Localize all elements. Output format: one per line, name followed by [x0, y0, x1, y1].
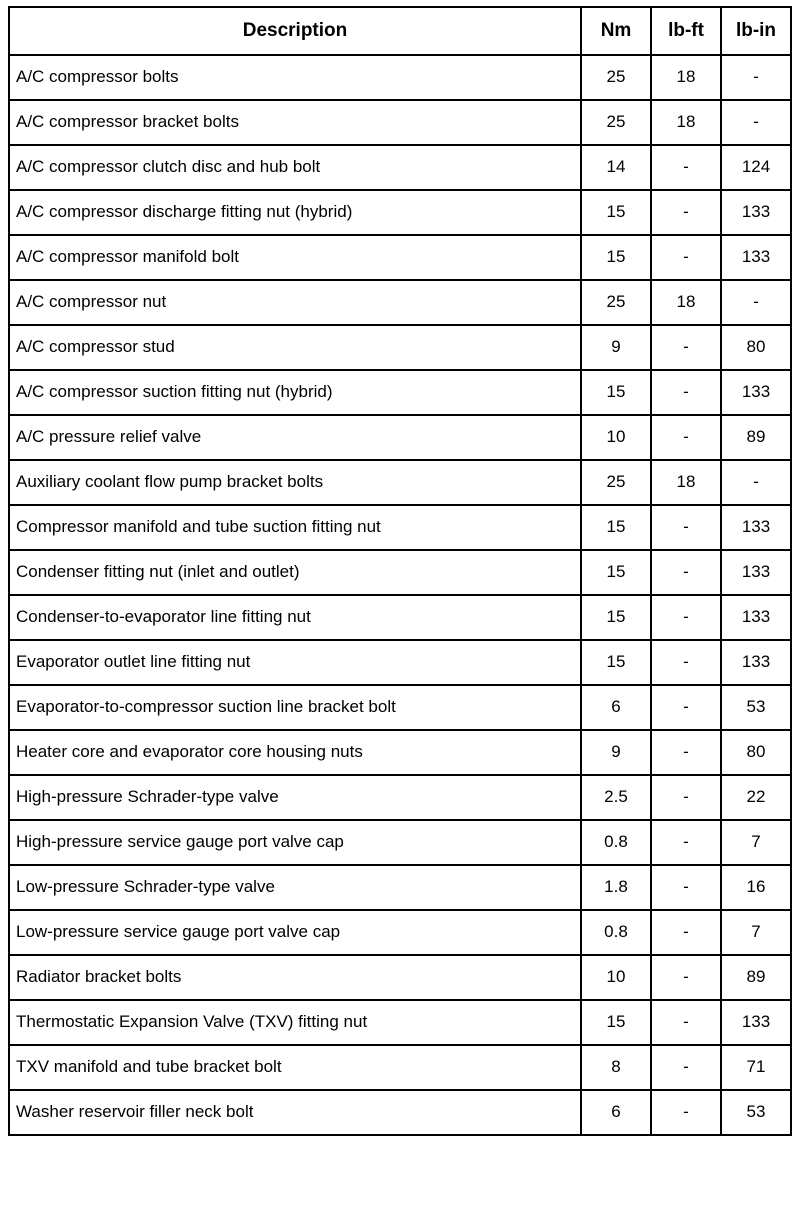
table-body: [9, 55, 791, 1135]
cell-nm: 10: [581, 415, 651, 460]
cell-lb-in: -: [721, 100, 791, 145]
torque-specifications-table: [8, 6, 792, 1136]
cell-lb-ft: -: [651, 865, 721, 910]
table-row: [9, 1000, 791, 1045]
cell-lb-in: -: [721, 55, 791, 100]
table-row: [9, 325, 791, 370]
table-row: [9, 955, 791, 1000]
cell-description: TXV manifold and tube bracket bolt: [9, 1045, 581, 1090]
table-row: [9, 775, 791, 820]
cell-lb-in: 7: [721, 910, 791, 955]
cell-nm: 15: [581, 640, 651, 685]
cell-description: A/C compressor discharge fitting nut (hybrid): [9, 190, 581, 235]
table-row: [9, 730, 791, 775]
cell-description: Low-pressure service gauge port valve cap: [9, 910, 581, 955]
cell-nm: 15: [581, 235, 651, 280]
cell-description: A/C compressor nut: [9, 280, 581, 325]
cell-nm: 0.8: [581, 820, 651, 865]
cell-lb-in: 133: [721, 505, 791, 550]
cell-lb-ft: -: [651, 190, 721, 235]
cell-description: Low-pressure Schrader-type valve: [9, 865, 581, 910]
cell-lb-in: -: [721, 460, 791, 505]
table-row: [9, 190, 791, 235]
cell-lb-ft: -: [651, 955, 721, 1000]
cell-lb-ft: -: [651, 595, 721, 640]
cell-lb-ft: -: [651, 550, 721, 595]
cell-lb-ft: -: [651, 1000, 721, 1045]
cell-description: Radiator bracket bolts: [9, 955, 581, 1000]
cell-lb-ft: -: [651, 730, 721, 775]
cell-description: Compressor manifold and tube suction fitting nut: [9, 505, 581, 550]
column-header-nm: Nm: [581, 7, 651, 55]
cell-lb-in: 133: [721, 190, 791, 235]
cell-nm: 0.8: [581, 910, 651, 955]
table-header-row: [9, 7, 791, 55]
cell-lb-in: 53: [721, 685, 791, 730]
cell-description: Thermostatic Expansion Valve (TXV) fitting nut: [9, 1000, 581, 1045]
cell-description: High-pressure service gauge port valve cap: [9, 820, 581, 865]
cell-lb-in: 80: [721, 730, 791, 775]
cell-lb-in: 89: [721, 955, 791, 1000]
cell-nm: 15: [581, 550, 651, 595]
cell-description: High-pressure Schrader-type valve: [9, 775, 581, 820]
cell-lb-in: 16: [721, 865, 791, 910]
table-row: [9, 415, 791, 460]
table-row: [9, 1045, 791, 1090]
table-row: [9, 370, 791, 415]
cell-lb-ft: -: [651, 505, 721, 550]
cell-lb-ft: -: [651, 640, 721, 685]
cell-lb-in: 133: [721, 235, 791, 280]
cell-description: A/C compressor stud: [9, 325, 581, 370]
table-row: [9, 55, 791, 100]
cell-nm: 25: [581, 280, 651, 325]
table-row: [9, 1090, 791, 1135]
table-row: [9, 280, 791, 325]
table-row: [9, 505, 791, 550]
cell-nm: 6: [581, 1090, 651, 1135]
cell-lb-in: 53: [721, 1090, 791, 1135]
cell-lb-in: 22: [721, 775, 791, 820]
cell-lb-in: 133: [721, 370, 791, 415]
table-row: [9, 820, 791, 865]
cell-lb-ft: 18: [651, 280, 721, 325]
cell-lb-ft: 18: [651, 55, 721, 100]
cell-description: Evaporator-to-compressor suction line bracket bolt: [9, 685, 581, 730]
cell-lb-in: 133: [721, 595, 791, 640]
cell-nm: 9: [581, 325, 651, 370]
table-row: [9, 865, 791, 910]
cell-nm: 2.5: [581, 775, 651, 820]
cell-lb-ft: -: [651, 1045, 721, 1090]
cell-lb-ft: 18: [651, 460, 721, 505]
cell-nm: 25: [581, 55, 651, 100]
cell-lb-ft: -: [651, 325, 721, 370]
cell-nm: 25: [581, 460, 651, 505]
cell-lb-ft: -: [651, 235, 721, 280]
cell-description: A/C pressure relief valve: [9, 415, 581, 460]
table-row: [9, 640, 791, 685]
cell-nm: 6: [581, 685, 651, 730]
cell-lb-ft: -: [651, 145, 721, 190]
cell-lb-ft: 18: [651, 100, 721, 145]
table-header: [9, 7, 791, 55]
cell-nm: 25: [581, 100, 651, 145]
cell-description: A/C compressor bracket bolts: [9, 100, 581, 145]
cell-lb-ft: -: [651, 775, 721, 820]
cell-lb-ft: -: [651, 370, 721, 415]
column-header-lb-ft: lb-ft: [651, 7, 721, 55]
cell-nm: 15: [581, 505, 651, 550]
cell-nm: 8: [581, 1045, 651, 1090]
cell-description: Heater core and evaporator core housing nuts: [9, 730, 581, 775]
cell-lb-in: 89: [721, 415, 791, 460]
cell-lb-ft: -: [651, 685, 721, 730]
table-row: [9, 100, 791, 145]
cell-lb-in: 133: [721, 640, 791, 685]
table-row: [9, 460, 791, 505]
cell-nm: 9: [581, 730, 651, 775]
table-row: [9, 685, 791, 730]
cell-lb-ft: -: [651, 910, 721, 955]
cell-nm: 15: [581, 1000, 651, 1045]
table-row: [9, 595, 791, 640]
cell-description: A/C compressor bolts: [9, 55, 581, 100]
cell-lb-in: 133: [721, 550, 791, 595]
cell-lb-ft: -: [651, 415, 721, 460]
cell-lb-in: 7: [721, 820, 791, 865]
cell-lb-in: -: [721, 280, 791, 325]
cell-description: A/C compressor suction fitting nut (hybrid): [9, 370, 581, 415]
table-row: [9, 550, 791, 595]
cell-lb-in: 133: [721, 1000, 791, 1045]
cell-description: A/C compressor manifold bolt: [9, 235, 581, 280]
table-row: [9, 145, 791, 190]
cell-description: Condenser-to-evaporator line fitting nut: [9, 595, 581, 640]
cell-lb-in: 71: [721, 1045, 791, 1090]
cell-lb-ft: -: [651, 820, 721, 865]
cell-lb-in: 80: [721, 325, 791, 370]
cell-nm: 10: [581, 955, 651, 1000]
table-row: [9, 235, 791, 280]
cell-description: Evaporator outlet line fitting nut: [9, 640, 581, 685]
cell-nm: 15: [581, 190, 651, 235]
cell-description: A/C compressor clutch disc and hub bolt: [9, 145, 581, 190]
cell-nm: 15: [581, 370, 651, 415]
column-header-description: Description: [9, 7, 581, 55]
table-row: [9, 910, 791, 955]
cell-lb-in: 124: [721, 145, 791, 190]
cell-lb-ft: -: [651, 1090, 721, 1135]
cell-description: Washer reservoir filler neck bolt: [9, 1090, 581, 1135]
cell-description: Auxiliary coolant flow pump bracket bolts: [9, 460, 581, 505]
cell-nm: 1.8: [581, 865, 651, 910]
cell-description: Condenser fitting nut (inlet and outlet): [9, 550, 581, 595]
column-header-lb-in: lb-in: [721, 7, 791, 55]
cell-nm: 15: [581, 595, 651, 640]
cell-nm: 14: [581, 145, 651, 190]
